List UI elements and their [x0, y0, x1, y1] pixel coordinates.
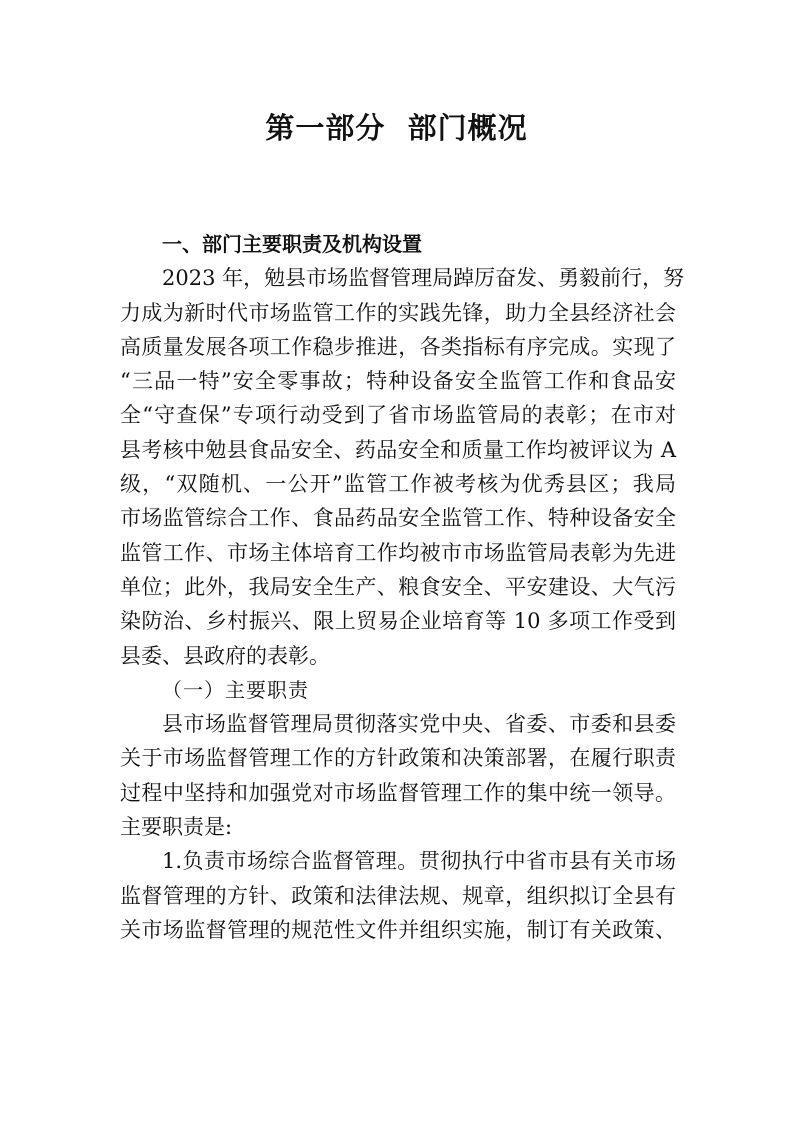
paragraph-achievements	[120, 261, 685, 673]
paragraph-line: 市场监管综合工作、食品药品安全监管工作、特种设备安全	[120, 506, 676, 531]
paragraph-line: 县市场监督管理局贯彻落实党中央、省委、市委和县委	[162, 712, 676, 737]
paragraph-line: 力成为新时代市场监管工作的实践先锋，助力全县经济社会	[120, 300, 676, 325]
paragraph-line: 关市场监督管理的规范性文件并组织实施，制订有关政策、	[120, 917, 676, 942]
paragraph-line: 高质量发展各项工作稳步推进，各类指标有序完成。实现了	[120, 334, 676, 359]
paragraph-line: 2023 年，勉县市场监督管理局踔厉奋发、勇毅前行，努	[162, 266, 685, 291]
document-body	[120, 227, 685, 947]
page-title: 第一部分 部门概况	[265, 111, 528, 145]
paragraph-line: 关于市场监督管理工作的方针政策和决策部署，在履行职责	[120, 746, 676, 771]
paragraph-line: 全“守查保”专项行动受到了省市场监管局的表彰；在市对	[120, 403, 676, 428]
paragraph-line: 过程中坚持和加强党对市场监督管理工作的集中统一领导。	[120, 780, 676, 805]
paragraph-duties-intro	[120, 707, 676, 844]
paragraph-line: 县考核中勉县食品安全、药品安全和质量工作均被评议为 A	[120, 437, 676, 462]
paragraph-line: 级，“双随机、一公开”监管工作被考核为优秀县区；我局	[120, 472, 676, 497]
subsection-heading: （一）主要职责	[162, 677, 309, 702]
paragraph-line: “三品一特”安全零事故；特种设备安全监管工作和食品安	[120, 369, 676, 394]
paragraph-line: 染防治、乡村振兴、限上贸易企业培育等 10 多项工作受到	[120, 609, 676, 634]
paragraph-line: 县委、县政府的表彰。	[120, 643, 330, 668]
paragraph-duty-1	[120, 844, 676, 947]
paragraph-line: 主要职责是:	[120, 815, 233, 840]
section-heading: 一、部门主要职责及机构设置	[162, 232, 422, 256]
paragraph-line: 监督管理的方针、政策和法律法规、规章，组织拟订全县有	[120, 883, 676, 908]
paragraph-line: 1.负责市场综合监督管理。贯彻执行中省市县有关市场	[162, 849, 676, 874]
paragraph-line: 单位；此外，我局安全生产、粮食安全、平安建设、大气污	[120, 574, 676, 599]
paragraph-line: 监管工作、市场主体培育工作均被市市场监管局表彰为先进	[120, 540, 676, 565]
